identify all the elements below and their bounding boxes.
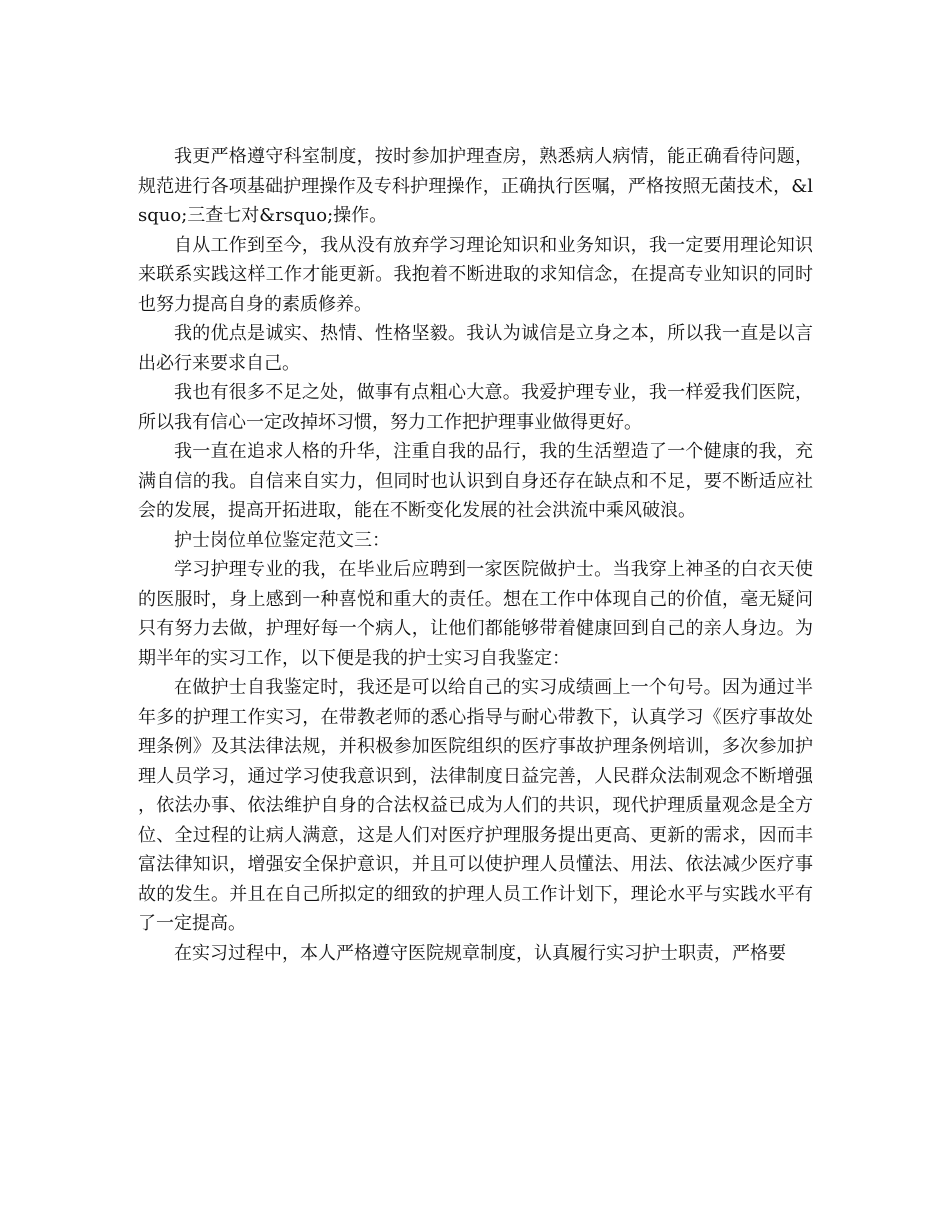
paragraph-2: 自从工作到至今，我从没有放弃学习理论知识和业务知识，我一定要用理论知识来联系实践这样工作才能更新。我抱着不断进取的求知信念，在提高专业知识的同时也努力提高自身的素质修养。 — [138, 234, 813, 315]
section-heading: 护士岗位单位鉴定范文三： — [174, 529, 390, 551]
paragraph-8: 在实习过程中，本人严格遵守医院规章制度，认真履行实习护士职责，严格要 — [174, 942, 786, 964]
paragraph-4: 我也有很多不足之处，做事有点粗心大意。我爱护理专业，我一样爱我们医院，所以我有信心一定改掉坏习惯，努力工作把护理事业做得更好。 — [138, 382, 813, 433]
paragraph-7: 在做护士自我鉴定时，我还是可以给自己的实习成绩画上一个句号。因为通过半年多的护理工作实习，在带教老师的悉心指导与耐心带教下，认真学习《医疗事故处理条例》及其法律法规，并积极参加医院组织的医疗事故护理条例培训，多次参加护理人员学习，通过学习使我意识到，法律制度日益完善，人民群众法制观念不断增强，依法办事、依法维护自身的合法权益已成为人们的共识，现代护理质量观念是全方位、全过程的让病人满意，这是人们对医疗护理服务提出更高、更新的需求，因而丰富法律知识，增强安全保护意识，并且可以使护理人员懂法、用法、依法减少医疗事故的发生。并且在自己所拟定的细致的护理人员工作计划下，理论水平与实践水平有了一定提高。 — [138, 677, 813, 934]
document-body — [138, 142, 813, 968]
paragraph-3: 我的优点是诚实、热情、性格坚毅。我认为诚信是立身之本，所以我一直是以言出必行来要求自己。 — [138, 323, 813, 374]
paragraph-6: 学习护理专业的我，在毕业后应聘到一家医院做护士。当我穿上神圣的白衣天使的医服时，身上感到一种喜悦和重大的责任。想在工作中体现自己的价值，毫无疑问只有努力去做，护理好每一个病人，让他们都能够带着健康回到自己的亲人身边。为期半年的实习工作，以下便是我的护士实习自我鉴定： — [138, 559, 813, 669]
paragraph-5: 我一直在追求人格的升华，注重自我的品行，我的生活塑造了一个健康的我，充满自信的我。自信来自实力，但同时也认识到自身还存在缺点和不足，要不断适应社会的发展，提高开拓进取，能在不断变化发展的社会洪流中乘风破浪。 — [138, 441, 813, 521]
paragraph-1: 我更严格遵守科室制度，按时参加护理查房，熟悉病人病情，能正确看待问题，规范进行各项基础护理操作及专科护理操作，正确执行医嘱，严格按照无菌技术，&lsquo;三查七对&rsquo;操作。 — [138, 146, 813, 226]
